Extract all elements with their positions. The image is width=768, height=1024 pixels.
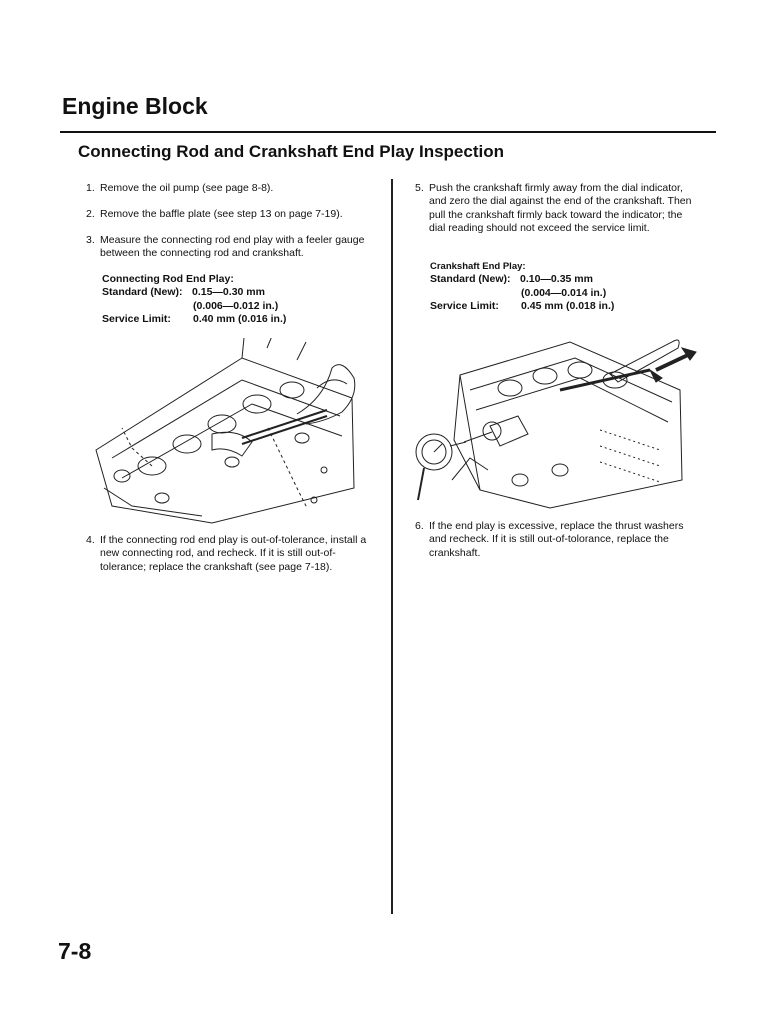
spec-limit-value: 0.40 mm (0.016 in.) (193, 312, 287, 325)
column-divider (391, 179, 393, 914)
step-text: Push the crankshaft firmly away from the dial indicator, and zero the dial against the end of the crankshaft. Then pull the crankshaft firmly back toward the indicator; the dial reading should not exceed the service limit. (429, 182, 692, 234)
spec-heading: Crankshaft End Play: (430, 261, 526, 272)
spec-limit-label: Service Limit: (102, 312, 171, 325)
spec-limit-value: 0.45 mm (0.018 in.) (521, 299, 615, 312)
step-text: If the connecting rod end play is out-of-tolerance, install a new connecting rod, and recheck. If it is still out-of-tolerance; replace the crankshaft (see page 7-18). (100, 534, 367, 573)
spec-standard-in: (0.006—0.012 in.) (193, 299, 279, 312)
step-5 (415, 182, 700, 235)
section-title: Engine Block (62, 93, 208, 119)
step-text: If the end play is excessive, replace the thrust washers and recheck. If it is still out-of-tolorance, replace the crankshaft. (429, 520, 684, 559)
step-6 (415, 520, 700, 560)
crankshaft-dial-indicator-illustration (410, 330, 700, 515)
step-1 (86, 182, 376, 195)
step-text: Remove the oil pump (see page 8-8). (100, 182, 274, 194)
crankshaft-spec (430, 260, 690, 313)
step-number: 3. (86, 234, 95, 246)
spec-standard-label: Standard (New): (102, 286, 183, 299)
spec-standard-label: Standard (New): (430, 273, 511, 286)
connecting-rod-spec (102, 273, 362, 326)
step-text: Remove the baffle plate (see step 13 on page 7-19). (100, 208, 343, 220)
step-number: 2. (86, 208, 95, 220)
step-number: 1. (86, 182, 95, 194)
spec-standard-mm: 0.10—0.35 mm (520, 273, 593, 286)
step-4 (86, 534, 368, 574)
page-title: Connecting Rod and Crankshaft End Play Inspection (78, 142, 504, 161)
step-3 (86, 234, 372, 261)
spec-standard-mm: 0.15—0.30 mm (192, 286, 265, 299)
step-2 (86, 208, 376, 221)
step-number: 4. (86, 534, 95, 546)
spec-standard-in: (0.004—0.014 in.) (521, 286, 607, 299)
connecting-rod-feeler-gauge-illustration (92, 338, 367, 528)
page-number: 7-8 (58, 938, 92, 964)
spec-limit-label: Service Limit: (430, 299, 499, 312)
section-divider (60, 131, 716, 133)
step-text: Measure the connecting rod end play with a feeler gauge between the connecting rod and crankshaft. (100, 234, 365, 260)
step-number: 6. (415, 520, 424, 532)
spec-heading: Connecting Rod End Play: (102, 273, 234, 285)
step-number: 5. (415, 182, 424, 194)
